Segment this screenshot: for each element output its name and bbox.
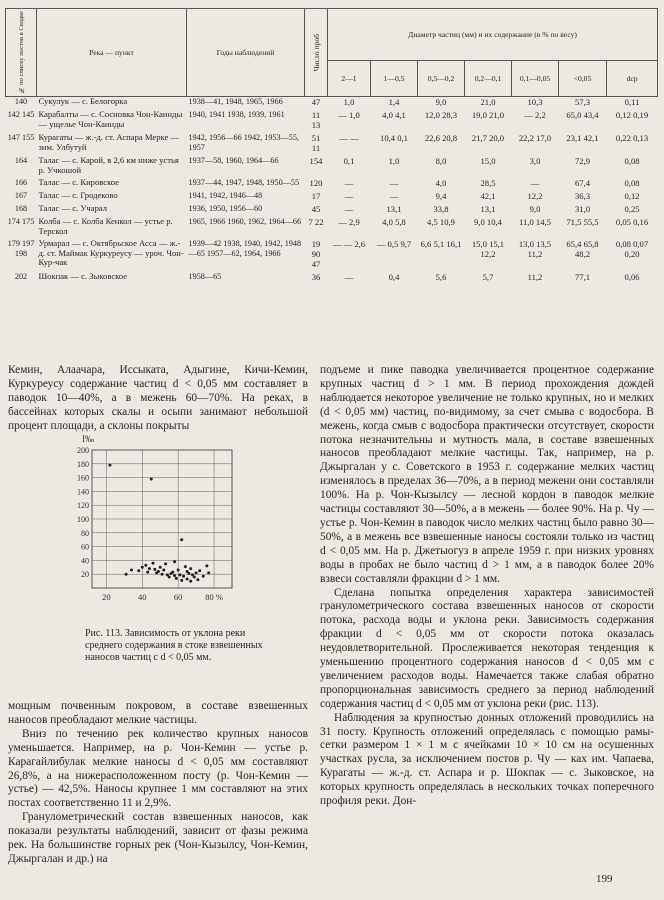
row-value: — — [389, 191, 399, 201]
row-number: 140 — [14, 97, 28, 106]
row-years: 1965, 1966 1960, 1962, 1964—66 — [188, 217, 302, 226]
x-tick-label: 40 — [138, 592, 147, 602]
data-point — [173, 574, 176, 577]
row-value: — 0,5 9,7 — [376, 239, 412, 249]
data-point — [141, 566, 144, 569]
data-point — [161, 573, 164, 576]
row-number: 167 — [14, 191, 28, 200]
row-value: — — [344, 272, 354, 282]
row-value: 0,06 — [624, 272, 640, 282]
sub-header-cell: 2—1 — [328, 61, 371, 97]
row-value: 12,0 28,3 — [424, 110, 458, 120]
row-value: 11,2 — [527, 272, 543, 282]
data-point — [175, 577, 178, 580]
y-tick-label: 20 — [81, 570, 89, 580]
data-point — [193, 575, 196, 578]
row-sample-count: 154 — [309, 156, 323, 166]
y-tick-label: 200 — [77, 446, 89, 455]
row-sample-count: 51 11 — [311, 133, 321, 153]
scatter-chart — [64, 430, 240, 610]
data-point — [159, 566, 162, 569]
row-value: 4,0 — [435, 178, 447, 188]
row-sample-count: 120 — [309, 178, 323, 188]
table-row — [6, 217, 658, 239]
x-tick-label: 80 % — [205, 592, 223, 602]
row-value: 0,08 — [624, 178, 640, 188]
col-header-years: Годы наблюдений — [187, 9, 305, 97]
data-point — [184, 565, 187, 568]
data-point — [108, 464, 111, 467]
row-sample-count: 45 — [311, 204, 321, 214]
col-header-diameter: Диаметр частиц (мм) и их содержание (в % по весу) — [328, 9, 658, 61]
row-value: 8,0 — [435, 156, 447, 166]
data-point — [189, 580, 192, 583]
row-value: 5,7 — [482, 272, 494, 282]
data-point — [157, 570, 160, 573]
row-value: 13,0 13,5 11,2 — [518, 239, 552, 259]
data-point — [196, 578, 199, 581]
row-value: 4,0 5,8 — [382, 217, 406, 227]
row-river: Карабалты — с. Сосновка Чон-Каинды — ущелье Чон-Каинды — [38, 109, 183, 129]
row-number: 166 — [14, 178, 28, 187]
row-value: 21,7 20,0 — [471, 133, 505, 143]
row-number: 179 197 198 — [7, 239, 35, 258]
row-value: 12,2 — [527, 191, 543, 201]
row-value: 21,0 — [480, 97, 496, 107]
row-value: 3,0 — [529, 156, 541, 166]
col-header-no: № по списку постов в Сводке — [6, 9, 37, 97]
row-value: 67,4 — [574, 178, 591, 188]
row-value: — 2,2 — [524, 110, 546, 120]
row-value: — — [344, 191, 354, 201]
row-value: — — [389, 178, 399, 188]
data-point — [171, 571, 174, 574]
row-years: 1937—58, 1960, 1964—66 — [188, 156, 279, 165]
row-value: 0,08 0,07 0,20 — [615, 239, 649, 259]
table-row — [6, 133, 658, 156]
row-number: 142 145 — [7, 110, 35, 119]
y-tick-label: 60 — [81, 542, 89, 552]
row-value: — 1,0 — [338, 110, 360, 120]
data-point — [205, 564, 208, 567]
row-years: 1942, 1956—66 1942, 1953—55, 1957 — [188, 133, 300, 152]
data-point — [153, 568, 156, 571]
data-point — [173, 560, 176, 563]
row-years: 1941, 1942, 1946—48 — [188, 191, 263, 200]
row-value: 19,0 21,0 — [471, 110, 505, 120]
row-value: 57,3 — [574, 97, 591, 107]
data-point — [137, 569, 140, 572]
row-value: 9,0 — [529, 204, 541, 214]
row-river: Сукулук — с. Белогорка — [38, 96, 128, 106]
figure-caption: Рис. 113. Зависимость от уклона реки среднего содержания в стоке взвешенных наносов частиц с d < 0,05 мм. — [85, 628, 263, 664]
row-years: 1940, 1941 1938, 1939, 1961 — [188, 110, 285, 119]
data-point — [178, 573, 181, 576]
row-value: — — [530, 178, 540, 188]
data-point — [195, 571, 198, 574]
table-row — [6, 110, 658, 133]
data-point — [186, 578, 189, 581]
paragraph: Сделана попытка определения характера зависимостей гранулометрического состава взвешенных наносов от скорости потока, расхода воды и уклона реки. Зависимость содержания фракции d < 0,05 мм от скорости потока оказалась неудовлетворительной. Прослеживается некоторая тенденция к уменьшению процентного содержания наносов d < 0,05 мм с увеличением расходов воды. Намечается также слабая обратно пропорциональная зависимость среднего за период наблюдений содержания частиц d < 0,05 мм от уклона реки (рис. 113). — [320, 586, 654, 710]
data-point — [207, 571, 210, 574]
col-header-river: Река — пункт — [37, 9, 187, 97]
data-point — [168, 575, 171, 578]
data-point — [162, 569, 165, 572]
row-value: 10,3 — [527, 97, 543, 107]
row-number: 174 175 — [7, 217, 35, 226]
row-value: 11,0 14,5 — [519, 217, 551, 227]
row-number: 202 — [14, 272, 28, 281]
row-river: Талас — с. Гродеково — [38, 190, 118, 200]
y-tick-label: 120 — [77, 501, 89, 511]
row-value: 31,0 — [574, 204, 591, 214]
table-row — [6, 97, 658, 111]
row-value: 23,1 42,1 — [566, 133, 599, 143]
y-tick-label: 80 — [81, 528, 89, 538]
data-point — [148, 567, 151, 570]
data-point — [187, 572, 190, 575]
row-number: 168 — [14, 204, 28, 213]
y-tick-label: 40 — [81, 556, 89, 566]
row-value: 65,4 65,8 48,2 — [566, 239, 599, 259]
row-sample-count: 19 90 47 — [311, 239, 321, 269]
paragraph: Гранулометрический состав взвешенных наносов, как показали результаты наблюдений, зависит от фазы режима рек. На большинстве горных рек (Чон-Кызылсу, Чон-Кемин, Джыргалан и др.) на — [8, 811, 308, 865]
x-tick-label: 60 — [173, 592, 183, 602]
row-value: 22,2 17,0 — [518, 133, 552, 143]
row-value: 22,6 20,8 — [424, 133, 458, 143]
sub-header-cell: 0,1—0,05 — [512, 61, 559, 97]
row-value: 0,11 — [624, 97, 640, 107]
data-point — [150, 477, 153, 480]
row-value: 10,4 0,1 — [380, 133, 408, 143]
data-point — [152, 562, 155, 565]
data-point — [144, 564, 147, 567]
row-value: 36,3 — [574, 191, 591, 201]
right-column-text — [320, 364, 654, 809]
row-value: 4,5 10,9 — [427, 217, 455, 227]
table-row — [6, 272, 658, 285]
row-value: 0,1 — [343, 156, 355, 166]
data-point — [182, 575, 185, 578]
row-river: Колба — с. Колба Кенкол — устье р. Терскол — [38, 216, 173, 236]
row-value: — — — [339, 133, 359, 143]
row-sample-count: 11 13 — [311, 110, 321, 130]
row-value: 1,4 — [388, 97, 400, 107]
row-value: 9,4 — [435, 191, 447, 201]
row-value: 28,5 — [480, 178, 496, 188]
row-value: — — [344, 204, 354, 214]
row-value: — — 2,6 — [332, 239, 366, 249]
y-tick-label: 180 — [77, 459, 89, 469]
row-value: 0,12 0,19 — [615, 110, 649, 120]
row-value: 65,0 43,4 — [566, 110, 599, 120]
row-value: 6,6 5,1 16,1 — [420, 239, 462, 249]
data-point — [189, 567, 192, 570]
row-river: Шокпак — с. Зыковское — [38, 271, 128, 281]
table-row — [6, 239, 658, 272]
page-number: 199 — [596, 873, 613, 885]
row-sample-count: 17 — [311, 191, 321, 201]
row-value: 1,0 — [388, 156, 400, 166]
row-value: 72,9 — [574, 156, 591, 166]
row-sample-count: 7 22 — [308, 217, 324, 227]
data-point — [198, 569, 201, 572]
table-body — [6, 97, 658, 286]
data-point — [180, 538, 183, 541]
row-river: Талас — с. Кировское — [38, 177, 120, 187]
sub-header-cell: <0,05 — [559, 61, 607, 97]
paragraph: Наблюдения за крупностью донных отложений проводились на 31 посту. Крупность отложений определялась с помощью рамы-сетки размером 1 × 1 м с ячейками 10 × 10 см на осушенных участках русла, за исключением постов р. Чу — ках им. Чапаева, Курагаты — ж.-д. ст. Аспара и р. Шокпак — с. Зыковское, на которых крупность определялась в нескольких точках поперечного профиля реки. Дон- — [320, 711, 654, 808]
row-years: 1938—41, 1948, 1965, 1966 — [188, 97, 283, 106]
row-river: Курагаты — ж.-д. ст. Аспара Мерке — зим. Улбутуй — [38, 132, 180, 152]
data-point — [177, 569, 180, 572]
data-point — [130, 569, 133, 572]
table-row — [6, 156, 658, 178]
row-value: 0,08 — [624, 156, 640, 166]
row-river: Талас — с. Карой, в 2,6 км ниже устья р. Учкошой — [38, 155, 179, 175]
data-point — [146, 571, 149, 574]
row-value: — — [344, 178, 354, 188]
row-value: 0,4 — [388, 272, 400, 282]
sub-header-cell: dср — [607, 61, 658, 97]
row-value: 9,0 10,4 — [474, 217, 502, 227]
row-river: Урмарал — с. Октябрьское Асса — ж.-д. ст. Маймак Куркуреусу — уроч. Чон-Кур-чак — [38, 238, 184, 267]
row-value: 33,8 — [433, 204, 449, 214]
data-point — [202, 575, 205, 578]
row-years: 1939—42 1938, 1940, 1942, 1948—65 1957—62, 1964, 1966 — [188, 239, 302, 258]
paragraph: мощным почвенным покровом, в составе взвешенных наносов преобладают мелкие частицы. — [8, 700, 308, 726]
row-value: 0,22 0,13 — [615, 133, 649, 143]
sediment-table — [5, 8, 658, 285]
data-point — [164, 562, 167, 565]
paragraph: Вниз по течению рек количество крупных наносов уменьшается. Например, на р. Чон-Кемин — устье р. Карагайлибулак мелкие наносы d < 0,05 мм составляют 26,8%, а на нижерасположенном посту (р. Чон-Кемин — устье) — 42,5%. Наносы крупнее 1 мм составляют на этих постах соответственно 11 и 2,9%. — [8, 727, 308, 810]
left-top-paragraph: Кемин, Алаачара, Иссыката, Адыгине, Кичи-Кемин, Куркуреусу содержание частиц d < 0,05 мм составляет в паводок 10—40%, а в межень 60—70%. На реках, в бассейнах которых скалы и осыпи занимают небольшой процент площади, а склоны покрыты — [8, 364, 308, 432]
row-value: 1,0 — [343, 97, 355, 107]
row-value: — 2,9 — [338, 217, 360, 227]
x-tick-label: 20 — [102, 592, 111, 602]
y-tick-label: 100 — [77, 515, 89, 524]
sub-header-cell: 1—0,5 — [371, 61, 418, 97]
row-years: 1958—65 — [188, 272, 222, 281]
row-value: 77,1 — [574, 272, 591, 282]
row-value: 71,5 55,5 — [566, 217, 599, 227]
y-tick-label: 160 — [77, 473, 89, 483]
row-number: 147 155 — [7, 133, 35, 142]
row-years: 1937—44, 1947, 1948, 1950—55 — [188, 178, 300, 187]
row-sample-count: 36 — [311, 272, 321, 282]
row-value: 4,0 4,1 — [382, 110, 406, 120]
data-point — [180, 579, 183, 582]
col-header-count: Число проб — [305, 9, 328, 97]
row-river: Талас — с. Учарал — [38, 203, 108, 213]
sub-header-cell: 0,2—0,1 — [465, 61, 512, 97]
row-value: 5,6 — [435, 272, 447, 282]
row-value: 0,12 — [624, 191, 640, 201]
row-value: 0,05 0,16 — [615, 217, 649, 227]
row-years: 1936, 1950, 1956—60 — [188, 204, 263, 213]
data-point — [125, 573, 128, 576]
sub-header-cell: 0,5—0,2 — [418, 61, 465, 97]
row-sample-count: 47 — [311, 97, 321, 107]
row-number: 164 — [14, 156, 28, 165]
left-bottom-text — [8, 700, 308, 867]
paragraph: подъеме и пике паводка увеличивается процентное содержание крупных частиц d > 1 мм. В период прохождения дождей наблюдается некоторое увеличение не только крупных, но и мелких (d < 0,05 мм) частиц, по-видимому, за счет смыва с водосбора. В межень, когда смыв с водосбора практически отсутствует, скорости потока незначительны и мутность мала, в составе взвешенных наносов преобладают мелкие частицы. Так, например, на р. Джыргалан у с. Советского в 1953 г. содержание мелких частиц изменялось в пределах 36—70%, а в период межени они составляли 100%. На р. Чон-Кызылсу — лесной кордон в паводок мелкие частицы составляют 30—50%, а в межень — более 90%. На р. Чу — устье р. Чон-Кемин в паводок число мелких частиц было равно 30—50%, а в межень все взвешенные наносы состояли только из частиц d < 0,05 мм. На р. Джетыогуз в апреле 1959 г. при низких уровнях воды в пробах не было частиц d > 1 мм, а в паводок более 20% взвеси составляли фракции d > 1 мм. — [320, 364, 654, 585]
row-value: 42,1 — [480, 191, 496, 201]
y-tick-label: 140 — [77, 487, 89, 497]
row-value: 13,1 — [386, 204, 402, 214]
row-value: 15,0 15,1 12,2 — [471, 239, 505, 259]
y-axis-label: I‰ — [82, 434, 94, 444]
row-value: 9,0 — [435, 97, 447, 107]
row-value: 15,0 — [480, 156, 496, 166]
row-value: 13,1 — [480, 204, 496, 214]
row-value: 0,25 — [624, 204, 640, 214]
